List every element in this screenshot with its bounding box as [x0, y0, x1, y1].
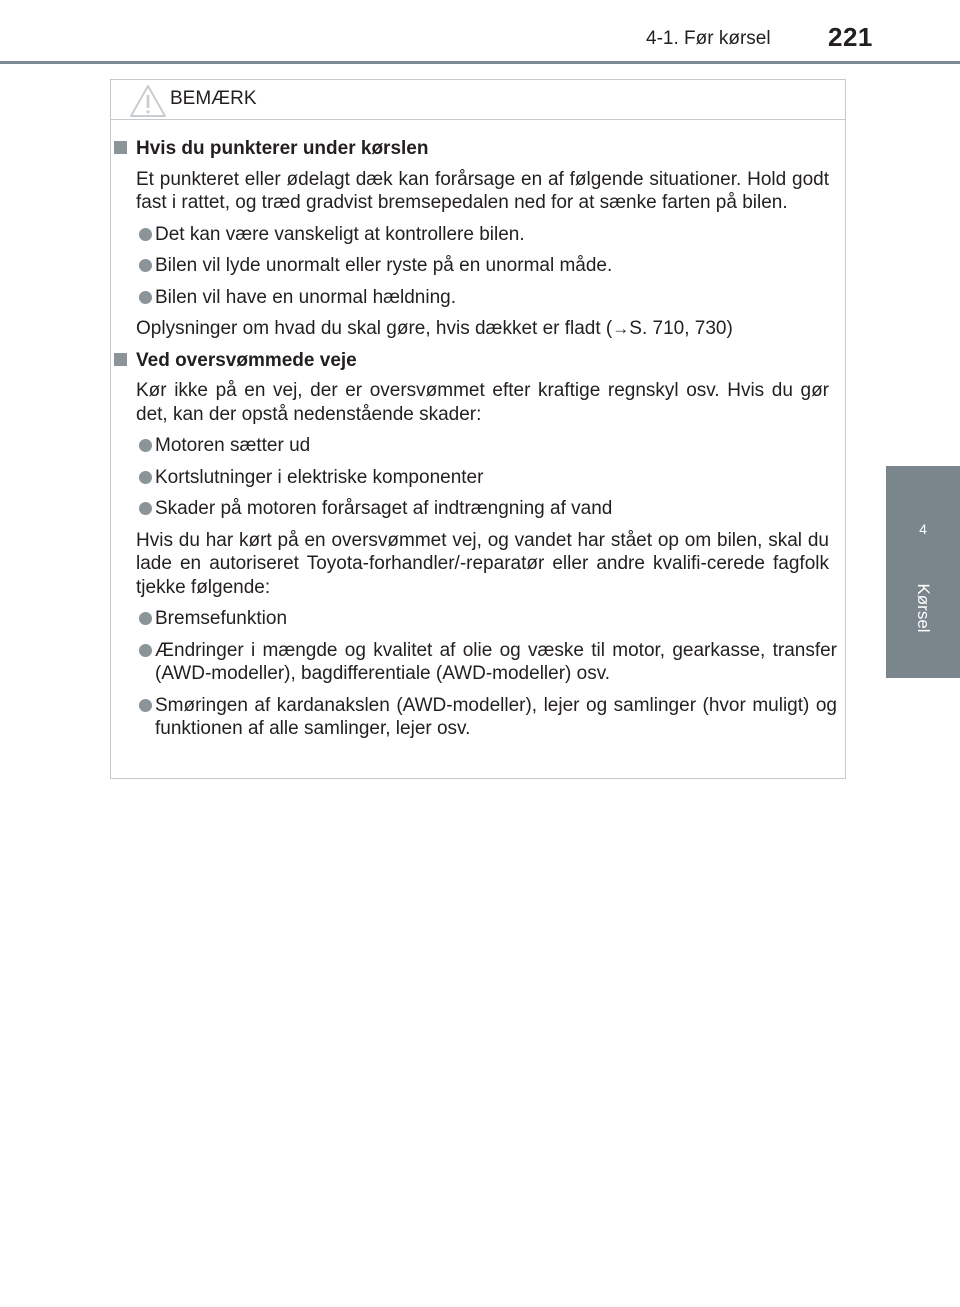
list-item: Bremsefunktion: [111, 607, 845, 631]
section-middle: Hvis du har kørt på en oversvømmet vej, og vandet har stået op om bilen, skal du lade en autoriseret Toyota-forhandler/-reparatør eller andre kvalifi-cerede fagfolk tjekke følgende:: [136, 529, 829, 598]
warning-triangle-icon: [129, 84, 167, 118]
section-intro: Et punkteret eller ødelagt dæk kan forårsage en af følgende situationer. Hold godt fast i rattet, og træd gradvist bremsepedalen ned for at sænke farten på bilen.: [136, 168, 829, 213]
list-item: Det kan være vanskeligt at kontrollere bilen.: [111, 223, 845, 247]
header-section-title: 4-1. Før kørsel: [646, 28, 771, 49]
section-intro: Kør ikke på en vej, der er oversvømmet efter kraftige regnskyl osv. Hvis du gør det, kan der opstå nedenstående skader:: [136, 380, 829, 425]
list-item: Bilen vil have en unormal hældning.: [111, 286, 845, 310]
page-number: 221: [828, 22, 873, 52]
round-bullet-icon: [139, 502, 152, 515]
square-bullet-icon: [114, 353, 127, 366]
notice-body: [111, 137, 845, 749]
round-bullet-icon: [139, 228, 152, 241]
round-bullet-icon: [139, 291, 152, 304]
list-item: Motoren sætter ud: [111, 434, 845, 458]
square-bullet-icon: [114, 141, 127, 154]
notice-header: [111, 80, 845, 120]
list-item: Skader på motoren forårsaget af indtrængning af vand: [111, 497, 845, 521]
header-rule: [0, 61, 960, 64]
chapter-side-tab: [886, 466, 960, 678]
list-item: Bilen vil lyde unormalt eller ryste på en unormal måde.: [111, 254, 845, 278]
section-heading: Hvis du punkterer under kørslen: [111, 137, 845, 161]
round-bullet-icon: [139, 439, 152, 452]
round-bullet-icon: [139, 699, 152, 712]
round-bullet-icon: [139, 259, 152, 272]
round-bullet-icon: [139, 471, 152, 484]
round-bullet-icon: [139, 644, 152, 657]
section-heading: Ved oversvømmede veje: [111, 349, 845, 373]
list-item: Ændringer i mængde og kvalitet af olie og væske til motor, gearkasse, transfer (AWD-modeller), bagdifferentiale (AWD-modeller) osv.: [111, 639, 845, 686]
notice-box: [110, 79, 846, 779]
round-bullet-icon: [139, 612, 152, 625]
arrow-right-icon: →: [612, 319, 630, 338]
chapter-number: 4: [919, 521, 927, 537]
notice-title: BEMÆRK: [170, 88, 257, 109]
section-outro: Oplysninger om hvad du skal gøre, hvis dækket er fladt (→S. 710, 730): [136, 318, 733, 339]
page-reference[interactable]: S. 710, 730): [629, 318, 733, 339]
list-item: Smøringen af kardanakslen (AWD-modeller), lejer og samlinger (hvor muligt) og funktionen af alle samlinger, lejer osv.: [111, 694, 845, 741]
list-item: Kortslutninger i elektriske komponenter: [111, 466, 845, 490]
chapter-label: Kørsel: [914, 583, 933, 633]
